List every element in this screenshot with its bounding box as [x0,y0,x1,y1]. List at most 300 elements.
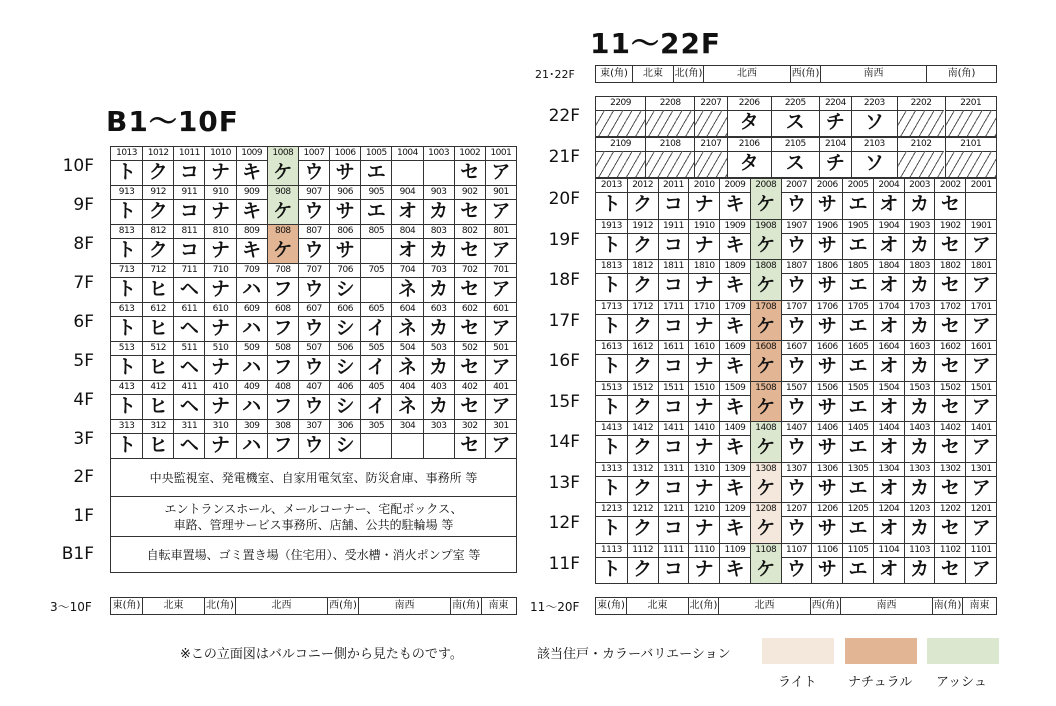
unit-number: 408 [268,381,298,395]
direction-label: 南(角) [926,66,996,82]
unit-cell [904,503,935,543]
unit-number: 1007 [299,147,329,161]
unit-number: 1309 [720,463,750,477]
unit-type: ヘ [179,434,199,456]
unit-type: コ [663,314,683,337]
unit-type: ヘ [179,278,199,300]
legend-label-natural: ナチュラル [848,675,913,690]
unit-number: 902 [455,186,485,200]
unit-number: 1813 [596,260,627,274]
unit-cell [204,342,235,380]
unit-cell [485,342,516,380]
unit-type: サ [817,557,837,580]
unit-type: ナ [211,161,231,183]
unit-type [361,238,391,263]
unit-number: 1001 [486,147,516,161]
unit-number: 1413 [596,422,627,436]
unit-number: 1612 [628,341,658,355]
unit-type: ア [491,356,511,378]
unit-type: コ [663,476,683,499]
unit-number: 1207 [782,503,812,517]
unit-number: 1405 [843,422,873,436]
unit-number: 709 [237,264,267,278]
unit-number: 508 [268,342,298,356]
unit-number: 1110 [689,544,719,558]
unit-cell [173,264,204,302]
unit-cell [819,138,851,177]
unit-type: サ [817,314,837,337]
unit-cell [596,220,627,260]
unit-cell [454,147,485,185]
unit-type: ヒ [148,395,168,417]
unit-type [646,110,694,136]
unit-type: セ [940,517,960,539]
unit-number: 1306 [812,463,842,477]
unit-cell [627,382,658,422]
unit-type: ト [117,356,137,378]
unit-cell [688,301,719,341]
unit-cell [391,225,422,263]
unit-cell [236,147,267,185]
unit-type: ナ [694,476,714,499]
direction-label: 北東 [626,598,688,614]
unit-number: 1011 [174,147,204,161]
unit-cell [811,544,842,584]
unit-cell [934,260,965,300]
unit-cell [727,97,771,136]
direction-label: 北(角) [688,598,718,614]
unit-cell [173,342,204,380]
unit-type: ア [971,355,991,377]
unit-cell [842,301,873,341]
unit-cell [391,303,422,341]
unit-cell [391,186,422,224]
direction-label: 北(角) [673,66,703,82]
unit-cell [851,97,897,136]
unit-type: ア [491,200,511,222]
unit-number: 407 [299,381,329,395]
floor-label: 18F [548,270,580,290]
unit-number: 1708 [751,301,781,315]
unit-number: 1312 [628,463,658,477]
unit-number: 807 [299,225,329,239]
floor-label: 14F [548,432,580,452]
unit-number: 1013 [111,147,142,161]
unit-cell [965,260,996,300]
unit-cell [750,544,781,584]
unit-number: 412 [143,381,173,395]
unit-cell [596,422,627,462]
floor-usage-box: 自転車置場、ゴミ置き場（住宅用）、受水槽・消火ポンプ室 等 [110,537,517,573]
unit-number: 812 [143,225,173,239]
unit-number: 1713 [596,301,627,315]
unit-cell [173,147,204,185]
unit-cell [811,220,842,260]
unit-number: 1102 [935,544,965,558]
unit-cell [719,503,750,543]
unit-cell [811,260,842,300]
unit-cell [719,260,750,300]
unit-cell [688,382,719,422]
unit-number: 1511 [659,382,689,396]
unit-number: 513 [111,342,142,356]
direction-label: 南西 [358,598,450,614]
unit-cell [267,225,298,263]
unit-type: キ [725,314,745,337]
unit-type: ネ [397,395,417,417]
unit-cell [719,422,750,462]
unit-cell [360,342,391,380]
unit-number: 1108 [751,544,781,558]
unit-number: 2003 [905,179,935,193]
unit-number: 1811 [659,260,689,274]
unit-number: 613 [111,303,142,317]
floor-row [595,543,997,585]
unit-cell [329,225,360,263]
unit-number: 1201 [966,503,996,517]
unit-number: 2013 [596,179,627,193]
unit-number: 1908 [751,220,781,234]
unit-number: 1409 [720,422,750,436]
unit-type: ナ [694,557,714,580]
unit-type: キ [242,200,262,222]
unit-cell [688,220,719,260]
unit-cell [298,264,329,302]
floor-label: 13F [548,472,580,493]
unit-cell [811,341,842,381]
unit-type: ウ [786,355,806,377]
unit-type: ナ [694,355,714,377]
floor-usage-box: エントランスホール、メールコーナー、宅配ボックス、 車路、管理サービス事務所、店舗、公共的駐輪場 等 [110,497,517,537]
unit-number: 808 [268,225,298,239]
unit-type: コ [663,436,683,458]
unit-type: ク [633,395,653,418]
unit-type: ト [117,200,137,222]
floor-row [595,178,997,220]
unit-type: エ [848,517,868,539]
unit-type: ハ [242,356,262,378]
unit-type: ト [601,274,621,296]
floor-label: 3F [73,429,94,449]
unit-cell [873,503,904,543]
unit-type: ナ [211,239,231,261]
legend-label-light: ライト [778,675,817,690]
unit-type: コ [663,233,683,256]
unit-number: 1912 [628,220,658,234]
unit-number: 2102 [898,138,945,152]
unit-number: 713 [111,264,142,278]
unit-type: ト [117,395,137,417]
floor-row [110,263,517,303]
unit-type: キ [725,274,745,296]
unit-number: 1009 [237,147,267,161]
unit-number: 603 [424,303,454,317]
right-dir-label: 11～20F [530,600,580,614]
unit-cell [204,264,235,302]
unit-number: 1506 [812,382,842,396]
unit-type: カ [429,239,449,261]
unit-number: 602 [455,303,485,317]
unit-type: サ [817,436,837,458]
unit-cell [627,260,658,300]
unit-type: ウ [786,557,806,580]
unit-type [361,433,391,458]
unit-number: 906 [330,186,360,200]
unit-number: 506 [330,342,360,356]
unit-cell [750,463,781,503]
unit-type: セ [940,233,960,256]
unit-cell [142,264,173,302]
unit-type: エ [848,557,868,580]
unit-number: 608 [268,303,298,317]
unit-number: 2004 [874,179,904,193]
unit-type [898,110,945,136]
floor-row [595,96,997,137]
unit-number: 2204 [820,97,851,111]
unit-number: 1504 [874,382,904,396]
unit-type: エ [848,193,868,215]
unit-number: 1801 [966,260,996,274]
unit-cell [423,303,454,341]
unit-cell [719,220,750,260]
unit-number: 2108 [646,138,694,152]
unit-cell [236,381,267,419]
unit-cell [811,301,842,341]
unit-cell [298,381,329,419]
unit-cell [298,225,329,263]
unit-cell [945,97,996,136]
unit-cell [391,420,422,458]
unit-type [596,110,645,136]
floor-row [595,259,997,301]
unit-number: 510 [205,342,235,356]
unit-number: 1913 [596,220,627,234]
unit-cell [111,303,142,341]
direction-label: 北東 [632,66,673,82]
unit-cell [236,264,267,302]
unit-type: ト [117,434,137,456]
unit-number: 2209 [596,97,645,111]
unit-number: 911 [174,186,204,200]
unit-type: ケ [751,476,781,503]
unit-type: フ [273,434,293,456]
unit-type: オ [879,233,899,256]
unit-type: セ [940,314,960,337]
unit-number: 1709 [720,301,750,315]
unit-number: 1202 [935,503,965,517]
unit-number: 1203 [905,503,935,517]
direction-label: 東(角) [112,600,141,611]
unit-number: 2202 [898,97,945,111]
unit-type: サ [335,200,355,222]
unit-cell [596,260,627,300]
unit-number: 2206 [728,97,771,111]
floor-label: 19F [548,229,580,250]
unit-type: サ [817,193,837,215]
unit-cell [298,303,329,341]
unit-cell [485,186,516,224]
unit-type [596,151,645,177]
unit-type: オ [879,517,899,539]
unit-cell [391,342,422,380]
unit-cell [596,301,627,341]
unit-type: ケ [751,273,781,300]
unit-cell [750,260,781,300]
unit-type: ケ [751,516,781,543]
unit-type: オ [397,239,417,261]
unit-cell [851,138,897,177]
unit-cell [873,341,904,381]
unit-number: 909 [237,186,267,200]
top-direction-bar [595,65,997,83]
unit-type: ウ [304,239,324,261]
unit-cell [873,301,904,341]
unit-type: ク [633,233,653,256]
unit-type: オ [879,436,899,458]
unit-number: 2205 [772,97,819,111]
unit-cell [781,179,812,219]
unit-number: 1103 [905,544,935,558]
unit-cell [934,301,965,341]
unit-number: 1406 [812,422,842,436]
unit-cell [360,147,391,185]
unit-cell [811,463,842,503]
unit-cell [454,342,485,380]
unit-number: 403 [424,381,454,395]
unit-number: 1410 [689,422,719,436]
floor-label: 7F [73,273,94,293]
unit-cell [360,264,391,302]
unit-number: 1704 [874,301,904,315]
direction-label: 南西 [820,66,926,82]
unit-cell [236,420,267,458]
unit-cell [719,544,750,584]
unit-type: カ [429,317,449,339]
unit-number: 1104 [874,544,904,558]
unit-number: 908 [268,186,298,200]
unit-number: 912 [143,186,173,200]
unit-cell [423,342,454,380]
unit-type: タ [739,152,759,174]
unit-number: 1401 [966,422,996,436]
unit-cell [965,463,996,503]
unit-type: ア [971,395,991,418]
unit-type: ウ [304,395,324,417]
unit-type: ト [601,314,621,337]
unit-type: ア [971,233,991,256]
left-title: B1～10F [106,105,239,138]
unit-type: セ [460,161,480,183]
floor-label: 17F [548,310,580,331]
unit-number: 903 [424,186,454,200]
unit-type: ヒ [148,434,168,456]
unit-cell [934,422,965,462]
unit-cell [750,301,781,341]
unit-number: 1208 [751,503,781,517]
unit-cell [688,463,719,503]
unit-number: 1111 [659,544,689,558]
unit-number: 1307 [782,463,812,477]
unit-cell [873,179,904,219]
unit-cell [934,503,965,543]
unit-cell [934,179,965,219]
unit-cell [781,544,812,584]
left-dir-label: 3～10F [50,600,92,614]
unit-type: ア [971,274,991,296]
unit-cell [111,147,142,185]
unit-cell [842,341,873,381]
unit-type: キ [725,395,745,418]
unit-type: ク [633,436,653,458]
floor-label: 21F [548,147,580,167]
unit-number: 1606 [812,341,842,355]
unit-number: 1303 [905,463,935,477]
unit-type: ナ [694,395,714,418]
unit-number: 303 [424,420,454,434]
unit-cell [204,225,235,263]
unit-type: エ [848,233,868,256]
unit-number: 1809 [720,260,750,274]
unit-number: 1806 [812,260,842,274]
unit-cell [873,463,904,503]
unit-cell [658,260,689,300]
unit-type: ケ [751,557,781,584]
unit-number: 2109 [596,138,645,152]
unit-type: シ [335,356,355,378]
unit-cell [750,179,781,219]
unit-number: 1004 [392,147,422,161]
unit-type: ナ [211,434,231,456]
unit-type: コ [663,274,683,296]
unit-number: 2009 [720,179,750,193]
unit-number: 811 [174,225,204,239]
unit-type [695,151,726,177]
unit-cell [965,544,996,584]
unit-number: 1611 [659,341,689,355]
unit-type: ヒ [148,356,168,378]
floor-label: 20F [548,189,580,209]
unit-cell [360,186,391,224]
unit-cell [204,381,235,419]
unit-cell [267,381,298,419]
direction-label: 南東 [962,598,996,614]
unit-type: カ [910,557,930,580]
unit-cell [719,301,750,341]
unit-cell [627,422,658,462]
unit-number: 1403 [905,422,935,436]
unit-number: 1402 [935,422,965,436]
unit-type: ケ [751,233,781,260]
floor-row [595,340,997,382]
unit-number: 803 [424,225,454,239]
unit-type: ウ [786,274,806,296]
unit-number: 907 [299,186,329,200]
direction-label: 南東 [481,598,515,614]
unit-number: 1805 [843,260,873,274]
unit-cell [485,225,516,263]
unit-type: ナ [694,314,714,337]
unit-number: 402 [455,381,485,395]
unit-cell [329,342,360,380]
unit-cell [111,264,142,302]
unit-cell [811,422,842,462]
top-dir-label: 21･22F [535,68,575,81]
unit-cell [965,382,996,422]
unit-type: ウ [786,233,806,256]
floor-label: 22F [548,106,580,126]
unit-cell [904,260,935,300]
unit-type: ヒ [148,317,168,339]
